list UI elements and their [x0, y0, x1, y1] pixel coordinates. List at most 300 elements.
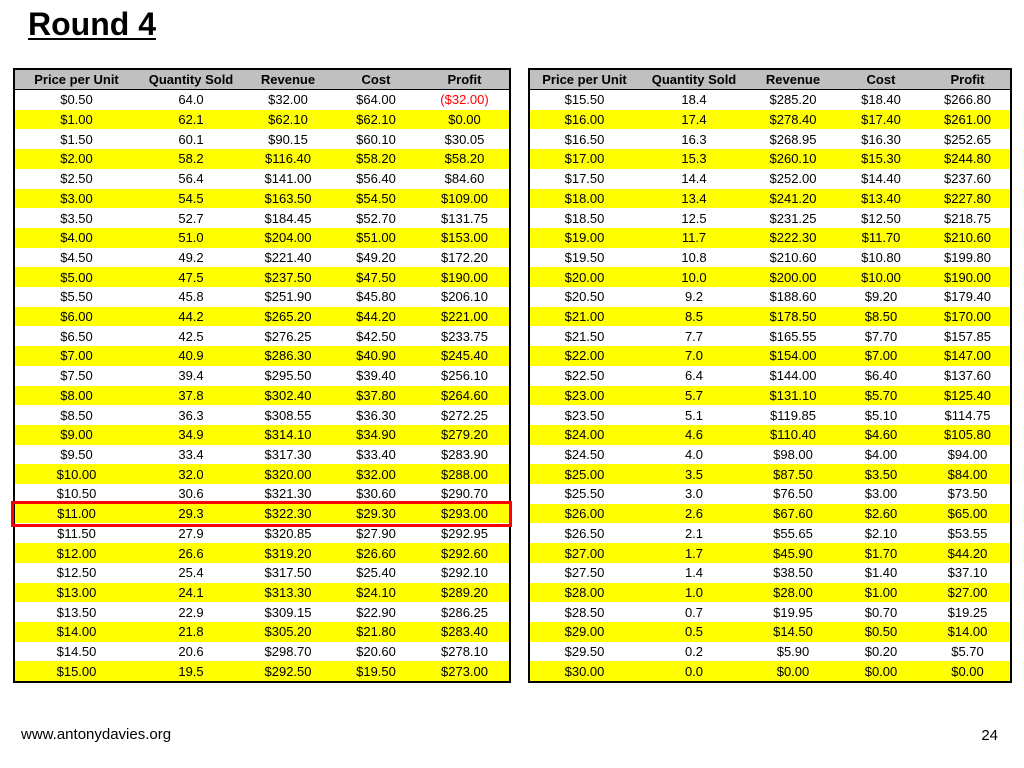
profit-cell: $206.10 — [420, 287, 510, 307]
quantity-cell: 56.4 — [138, 169, 244, 189]
price-cell: $16.50 — [529, 129, 639, 149]
table-row — [529, 464, 1011, 484]
price-cell: $20.50 — [529, 287, 639, 307]
table-row — [14, 169, 510, 189]
table-row — [14, 504, 510, 524]
revenue-cell: $231.25 — [749, 208, 837, 228]
table-row — [529, 287, 1011, 307]
price-cell: $26.50 — [529, 523, 639, 543]
profit-cell: $73.50 — [925, 484, 1011, 504]
table-row — [529, 189, 1011, 209]
price-cell: $22.50 — [529, 366, 639, 386]
profit-cell: $264.60 — [420, 386, 510, 406]
table-row — [529, 110, 1011, 130]
price-cell: $9.50 — [14, 445, 138, 465]
quantity-cell: 8.5 — [639, 307, 749, 327]
price-cell: $14.50 — [14, 642, 138, 662]
profit-cell: $237.60 — [925, 169, 1011, 189]
revenue-cell: $265.20 — [244, 307, 332, 327]
quantity-cell: 45.8 — [138, 287, 244, 307]
quantity-cell: 2.6 — [639, 504, 749, 524]
table-row — [14, 346, 510, 366]
price-cell: $7.00 — [14, 346, 138, 366]
cost-cell: $10.80 — [837, 248, 925, 268]
cost-cell: $8.50 — [837, 307, 925, 327]
table-row — [529, 563, 1011, 583]
cost-cell: $4.00 — [837, 445, 925, 465]
cost-cell: $3.50 — [837, 464, 925, 484]
table-row — [529, 267, 1011, 287]
price-cell: $29.00 — [529, 622, 639, 642]
cost-cell: $40.90 — [332, 346, 420, 366]
table-row — [529, 602, 1011, 622]
header-price-per-unit: Price per Unit — [14, 69, 138, 90]
quantity-cell: 7.0 — [639, 346, 749, 366]
cost-cell: $33.40 — [332, 445, 420, 465]
quantity-cell: 26.6 — [138, 543, 244, 563]
revenue-cell: $305.20 — [244, 622, 332, 642]
revenue-cell: $45.90 — [749, 543, 837, 563]
quantity-cell: 1.0 — [639, 583, 749, 603]
price-cell: $5.00 — [14, 267, 138, 287]
price-cell: $18.00 — [529, 189, 639, 209]
revenue-cell: $278.40 — [749, 110, 837, 130]
quantity-cell: 20.6 — [138, 642, 244, 662]
profit-cell: $84.60 — [420, 169, 510, 189]
revenue-cell: $320.85 — [244, 523, 332, 543]
revenue-cell: $131.10 — [749, 386, 837, 406]
revenue-cell: $178.50 — [749, 307, 837, 327]
revenue-cell: $188.60 — [749, 287, 837, 307]
price-cell: $16.00 — [529, 110, 639, 130]
price-cell: $27.00 — [529, 543, 639, 563]
table-row — [14, 208, 510, 228]
table-row — [14, 267, 510, 287]
profit-cell: $14.00 — [925, 622, 1011, 642]
price-cell: $20.00 — [529, 267, 639, 287]
table-row — [529, 366, 1011, 386]
cost-cell: $19.50 — [332, 661, 420, 682]
table-row — [14, 543, 510, 563]
revenue-cell: $19.95 — [749, 602, 837, 622]
cost-cell: $26.60 — [332, 543, 420, 563]
revenue-cell: $200.00 — [749, 267, 837, 287]
profit-cell: $172.20 — [420, 248, 510, 268]
price-cell: $3.50 — [14, 208, 138, 228]
profit-cell: $290.70 — [420, 484, 510, 504]
quantity-cell: 9.2 — [639, 287, 749, 307]
price-cell: $4.00 — [14, 228, 138, 248]
table-row — [14, 248, 510, 268]
table-row — [14, 90, 510, 110]
profit-table-left — [13, 68, 511, 683]
table-row — [14, 307, 510, 327]
revenue-cell: $241.20 — [749, 189, 837, 209]
price-cell: $10.50 — [14, 484, 138, 504]
price-cell: $27.50 — [529, 563, 639, 583]
profit-cell: $227.80 — [925, 189, 1011, 209]
table-row — [529, 228, 1011, 248]
page-number: 24 — [981, 727, 998, 744]
price-cell: $29.50 — [529, 642, 639, 662]
table-row — [529, 445, 1011, 465]
revenue-cell: $32.00 — [244, 90, 332, 110]
table-row — [529, 307, 1011, 327]
quantity-cell: 33.4 — [138, 445, 244, 465]
table-row — [14, 326, 510, 346]
profit-cell: $244.80 — [925, 149, 1011, 169]
cost-cell: $13.40 — [837, 189, 925, 209]
profit-cell: $199.80 — [925, 248, 1011, 268]
revenue-cell: $295.50 — [244, 366, 332, 386]
profit-cell: $190.00 — [420, 267, 510, 287]
profit-cell: $283.90 — [420, 445, 510, 465]
price-cell: $26.00 — [529, 504, 639, 524]
quantity-cell: 4.0 — [639, 445, 749, 465]
price-cell: $13.00 — [14, 583, 138, 603]
price-cell: $6.00 — [14, 307, 138, 327]
quantity-cell: 0.0 — [639, 661, 749, 682]
revenue-cell: $308.55 — [244, 405, 332, 425]
price-cell: $24.50 — [529, 445, 639, 465]
table-row — [14, 110, 510, 130]
profit-cell: $37.10 — [925, 563, 1011, 583]
profit-cell: $283.40 — [420, 622, 510, 642]
table-row — [14, 464, 510, 484]
table-row — [14, 523, 510, 543]
price-cell: $30.00 — [529, 661, 639, 682]
cost-cell: $21.80 — [332, 622, 420, 642]
quantity-cell: 34.9 — [138, 425, 244, 445]
profit-cell: $210.60 — [925, 228, 1011, 248]
price-cell: $8.50 — [14, 405, 138, 425]
header-quantity-sold: Quantity Sold — [138, 69, 244, 90]
price-cell: $11.50 — [14, 523, 138, 543]
cost-cell: $24.10 — [332, 583, 420, 603]
table-row — [14, 445, 510, 465]
table-header-row — [529, 69, 1011, 90]
revenue-cell: $302.40 — [244, 386, 332, 406]
quantity-cell: 30.6 — [138, 484, 244, 504]
table-row — [14, 129, 510, 149]
price-cell: $21.00 — [529, 307, 639, 327]
header-cost: Cost — [332, 69, 420, 90]
cost-cell: $62.10 — [332, 110, 420, 130]
profit-cell: $58.20 — [420, 149, 510, 169]
quantity-cell: 60.1 — [138, 129, 244, 149]
quantity-cell: 29.3 — [138, 504, 244, 524]
cost-cell: $4.60 — [837, 425, 925, 445]
price-cell: $3.00 — [14, 189, 138, 209]
price-cell: $10.00 — [14, 464, 138, 484]
profit-cell: $0.00 — [925, 661, 1011, 682]
profit-cell: $147.00 — [925, 346, 1011, 366]
cost-cell: $5.10 — [837, 405, 925, 425]
revenue-cell: $110.40 — [749, 425, 837, 445]
profit-cell: $218.75 — [925, 208, 1011, 228]
header-revenue: Revenue — [749, 69, 837, 90]
profit-cell: $190.00 — [925, 267, 1011, 287]
profit-cell: $245.40 — [420, 346, 510, 366]
revenue-cell: $322.30 — [244, 504, 332, 524]
profit-cell: $157.85 — [925, 326, 1011, 346]
cost-cell: $64.00 — [332, 90, 420, 110]
cost-cell: $5.70 — [837, 386, 925, 406]
price-cell: $23.50 — [529, 405, 639, 425]
table-row — [14, 425, 510, 445]
quantity-cell: 24.1 — [138, 583, 244, 603]
quantity-cell: 3.5 — [639, 464, 749, 484]
table-row — [14, 228, 510, 248]
price-cell: $23.00 — [529, 386, 639, 406]
revenue-cell: $237.50 — [244, 267, 332, 287]
header-quantity-sold: Quantity Sold — [639, 69, 749, 90]
table-row — [529, 484, 1011, 504]
table-row — [529, 642, 1011, 662]
quantity-cell: 21.8 — [138, 622, 244, 642]
quantity-cell: 22.9 — [138, 602, 244, 622]
quantity-cell: 47.5 — [138, 267, 244, 287]
revenue-cell: $222.30 — [749, 228, 837, 248]
revenue-cell: $163.50 — [244, 189, 332, 209]
profit-cell: $292.10 — [420, 563, 510, 583]
cost-cell: $3.00 — [837, 484, 925, 504]
cost-cell: $17.40 — [837, 110, 925, 130]
cost-cell: $2.10 — [837, 523, 925, 543]
cost-cell: $49.20 — [332, 248, 420, 268]
table-row — [529, 169, 1011, 189]
table-row — [14, 366, 510, 386]
revenue-cell: $184.45 — [244, 208, 332, 228]
table-row — [14, 642, 510, 662]
revenue-cell: $116.40 — [244, 149, 332, 169]
cost-cell: $20.60 — [332, 642, 420, 662]
profit-cell: $292.60 — [420, 543, 510, 563]
cost-cell: $0.70 — [837, 602, 925, 622]
cost-cell: $16.30 — [837, 129, 925, 149]
profit-cell: $221.00 — [420, 307, 510, 327]
cost-cell: $9.20 — [837, 287, 925, 307]
table-row — [529, 386, 1011, 406]
profit-cell: $0.00 — [420, 110, 510, 130]
quantity-cell: 39.4 — [138, 366, 244, 386]
revenue-cell: $268.95 — [749, 129, 837, 149]
profit-cell: $273.00 — [420, 661, 510, 682]
table-row — [529, 346, 1011, 366]
price-cell: $28.50 — [529, 602, 639, 622]
table-row — [529, 425, 1011, 445]
price-cell: $15.00 — [14, 661, 138, 682]
profit-cell: $105.80 — [925, 425, 1011, 445]
header-profit: Profit — [420, 69, 510, 90]
quantity-cell: 17.4 — [639, 110, 749, 130]
quantity-cell: 19.5 — [138, 661, 244, 682]
quantity-cell: 40.9 — [138, 346, 244, 366]
table-row — [14, 189, 510, 209]
cost-cell: $1.70 — [837, 543, 925, 563]
profit-cell: $292.95 — [420, 523, 510, 543]
quantity-cell: 6.4 — [639, 366, 749, 386]
profit-cell: $19.25 — [925, 602, 1011, 622]
quantity-cell: 18.4 — [639, 90, 749, 110]
table-row — [14, 602, 510, 622]
price-cell: $21.50 — [529, 326, 639, 346]
cost-cell: $30.60 — [332, 484, 420, 504]
table-row — [14, 287, 510, 307]
slide-title: Round 4 — [28, 6, 156, 42]
quantity-cell: 36.3 — [138, 405, 244, 425]
price-cell: $12.50 — [14, 563, 138, 583]
quantity-cell: 64.0 — [138, 90, 244, 110]
footer-url: www.antonydavies.org — [21, 726, 172, 743]
revenue-cell: $204.00 — [244, 228, 332, 248]
price-cell: $25.50 — [529, 484, 639, 504]
cost-cell: $58.20 — [332, 149, 420, 169]
price-cell: $17.50 — [529, 169, 639, 189]
quantity-cell: 25.4 — [138, 563, 244, 583]
quantity-cell: 10.8 — [639, 248, 749, 268]
quantity-cell: 5.7 — [639, 386, 749, 406]
cost-cell: $0.50 — [837, 622, 925, 642]
cost-cell: $12.50 — [837, 208, 925, 228]
quantity-cell: 12.5 — [639, 208, 749, 228]
table-row — [529, 208, 1011, 228]
revenue-cell: $292.50 — [244, 661, 332, 682]
table-row — [529, 248, 1011, 268]
price-cell: $11.00 — [14, 504, 138, 524]
revenue-cell: $260.10 — [749, 149, 837, 169]
table-row — [14, 149, 510, 169]
revenue-cell: $317.50 — [244, 563, 332, 583]
cost-cell: $0.20 — [837, 642, 925, 662]
profit-cell: $65.00 — [925, 504, 1011, 524]
quantity-cell: 1.7 — [639, 543, 749, 563]
revenue-cell: $321.30 — [244, 484, 332, 504]
profit-cell: $286.25 — [420, 602, 510, 622]
profit-cell: $288.00 — [420, 464, 510, 484]
revenue-cell: $119.85 — [749, 405, 837, 425]
price-cell: $24.00 — [529, 425, 639, 445]
table-row — [529, 523, 1011, 543]
quantity-cell: 49.2 — [138, 248, 244, 268]
cost-cell: $32.00 — [332, 464, 420, 484]
revenue-cell: $298.70 — [244, 642, 332, 662]
price-cell: $4.50 — [14, 248, 138, 268]
price-cell: $5.50 — [14, 287, 138, 307]
cost-cell: $37.80 — [332, 386, 420, 406]
quantity-cell: 27.9 — [138, 523, 244, 543]
quantity-cell: 52.7 — [138, 208, 244, 228]
cost-cell: $60.10 — [332, 129, 420, 149]
price-cell: $6.50 — [14, 326, 138, 346]
revenue-cell: $55.65 — [749, 523, 837, 543]
price-cell: $19.50 — [529, 248, 639, 268]
table-row — [529, 405, 1011, 425]
profit-cell: ($32.00) — [420, 90, 510, 110]
profit-cell: $279.20 — [420, 425, 510, 445]
revenue-cell: $38.50 — [749, 563, 837, 583]
profit-cell: $30.05 — [420, 129, 510, 149]
quantity-cell: 51.0 — [138, 228, 244, 248]
profit-cell: $252.65 — [925, 129, 1011, 149]
price-cell: $25.00 — [529, 464, 639, 484]
revenue-cell: $14.50 — [749, 622, 837, 642]
cost-cell: $22.90 — [332, 602, 420, 622]
quantity-cell: 42.5 — [138, 326, 244, 346]
cost-cell: $15.30 — [837, 149, 925, 169]
revenue-cell: $317.30 — [244, 445, 332, 465]
table-row — [529, 661, 1011, 682]
table-row — [14, 386, 510, 406]
price-cell: $1.00 — [14, 110, 138, 130]
cost-cell: $7.70 — [837, 326, 925, 346]
revenue-cell: $309.15 — [244, 602, 332, 622]
revenue-cell: $286.30 — [244, 346, 332, 366]
quantity-cell: 0.2 — [639, 642, 749, 662]
price-cell: $2.00 — [14, 149, 138, 169]
cost-cell: $45.80 — [332, 287, 420, 307]
table-row — [14, 405, 510, 425]
profit-cell: $153.00 — [420, 228, 510, 248]
revenue-cell: $90.15 — [244, 129, 332, 149]
profit-cell: $233.75 — [420, 326, 510, 346]
profit-table-right — [528, 68, 1012, 683]
profit-cell: $94.00 — [925, 445, 1011, 465]
price-cell: $15.50 — [529, 90, 639, 110]
header-cost: Cost — [837, 69, 925, 90]
price-cell: $19.00 — [529, 228, 639, 248]
cost-cell: $29.30 — [332, 504, 420, 524]
profit-cell: $131.75 — [420, 208, 510, 228]
profit-cell: $53.55 — [925, 523, 1011, 543]
cost-cell: $42.50 — [332, 326, 420, 346]
profit-cell: $179.40 — [925, 287, 1011, 307]
cost-cell: $34.90 — [332, 425, 420, 445]
revenue-cell: $67.60 — [749, 504, 837, 524]
profit-cell: $272.25 — [420, 405, 510, 425]
quantity-cell: 3.0 — [639, 484, 749, 504]
profit-cell: $27.00 — [925, 583, 1011, 603]
profit-cell: $293.00 — [420, 504, 510, 524]
cost-cell: $6.40 — [837, 366, 925, 386]
cost-cell: $51.00 — [332, 228, 420, 248]
revenue-cell: $87.50 — [749, 464, 837, 484]
cost-cell: $1.00 — [837, 583, 925, 603]
revenue-cell: $221.40 — [244, 248, 332, 268]
header-profit: Profit — [925, 69, 1011, 90]
table-row — [14, 563, 510, 583]
quantity-cell: 2.1 — [639, 523, 749, 543]
price-cell: $1.50 — [14, 129, 138, 149]
cost-cell: $52.70 — [332, 208, 420, 228]
cost-cell: $39.40 — [332, 366, 420, 386]
cost-cell: $7.00 — [837, 346, 925, 366]
revenue-cell: $319.20 — [244, 543, 332, 563]
quantity-cell: 7.7 — [639, 326, 749, 346]
header-price-per-unit: Price per Unit — [529, 69, 639, 90]
revenue-cell: $251.90 — [244, 287, 332, 307]
quantity-cell: 14.4 — [639, 169, 749, 189]
quantity-cell: 10.0 — [639, 267, 749, 287]
price-cell: $22.00 — [529, 346, 639, 366]
cost-cell: $14.40 — [837, 169, 925, 189]
cost-cell: $0.00 — [837, 661, 925, 682]
quantity-cell: 5.1 — [639, 405, 749, 425]
cost-cell: $18.40 — [837, 90, 925, 110]
quantity-cell: 32.0 — [138, 464, 244, 484]
profit-cell: $278.10 — [420, 642, 510, 662]
table-row — [14, 484, 510, 504]
